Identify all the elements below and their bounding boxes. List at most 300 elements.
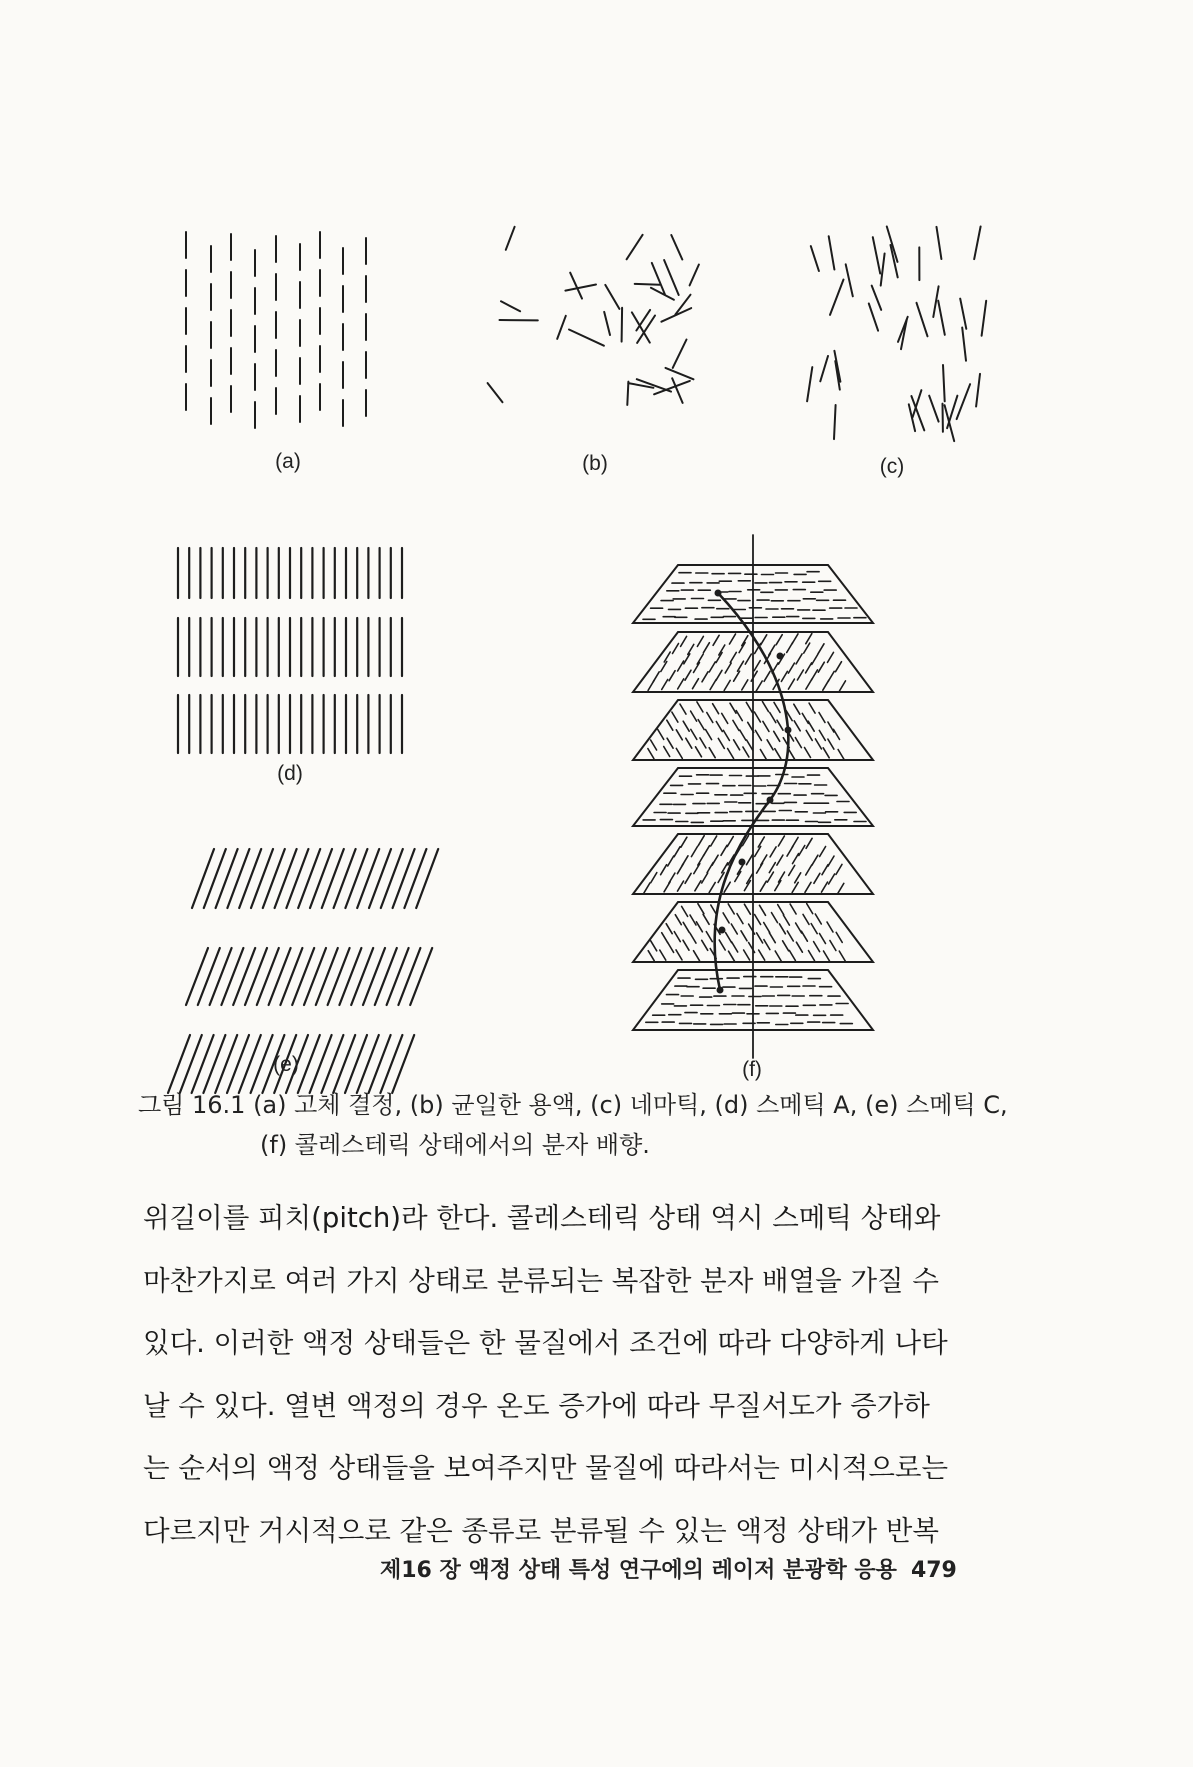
molecule-rod <box>754 661 760 671</box>
molecule-rod <box>794 721 800 731</box>
molecule-rod <box>722 713 728 723</box>
molecule-rod <box>790 904 796 914</box>
molecule-rod <box>830 280 844 315</box>
molecule-rod <box>686 738 692 748</box>
molecule-rod <box>982 301 987 336</box>
molecule-rod <box>698 720 704 730</box>
molecule-rod <box>304 948 326 1005</box>
molecule-rod <box>787 643 793 653</box>
molecule-rod <box>339 948 361 1005</box>
molecule-rod <box>805 882 811 892</box>
molecule-rod <box>778 836 784 846</box>
molecule-rod <box>775 749 781 759</box>
molecule-rod <box>691 847 697 857</box>
molecule-rod <box>957 384 971 419</box>
molecule-rod <box>682 906 688 916</box>
molecule-rod <box>795 738 801 748</box>
director-point <box>767 797 774 804</box>
molecule-rod <box>772 913 778 923</box>
molecule-rod <box>671 235 682 260</box>
molecule-rod <box>506 227 515 250</box>
molecule-rod <box>814 942 820 952</box>
molecule-rod <box>834 405 836 439</box>
molecule-rod <box>664 747 670 757</box>
molecule-rod <box>648 951 654 961</box>
molecule-rod <box>812 855 818 865</box>
molecule-rod <box>976 374 980 407</box>
molecule-rod <box>668 942 674 952</box>
text-line: 있다. 이러한 액정 상태들은 한 물질에서 조건에 따라 다양하게 나타 <box>143 1327 948 1359</box>
molecule-rod <box>806 838 812 848</box>
molecule-rod <box>410 948 432 1005</box>
molecule-rod <box>777 720 783 730</box>
caption-line: (f) 콜레스테릭 상태에서의 분자 배향. <box>260 1131 650 1159</box>
molecule-rod <box>755 915 761 925</box>
molecule-rod <box>789 749 795 759</box>
molecule-rod <box>216 849 238 908</box>
molecule-rod <box>269 948 291 1005</box>
molecule-rod <box>674 847 680 857</box>
molecule-rod <box>827 922 833 932</box>
molecule-rod <box>310 849 332 908</box>
molecule-rod <box>828 856 834 866</box>
molecule-rod <box>796 942 802 952</box>
molecule-rod <box>672 378 682 403</box>
molecule-rod <box>662 933 668 943</box>
molecule-rod <box>676 950 682 960</box>
molecule-rod <box>730 703 736 713</box>
text-line: 다르지만 거시적으로 같은 종류로 분류될 수 있는 액정 상태가 반복 <box>143 1514 939 1547</box>
molecule-rod <box>806 663 812 673</box>
molecule-rod <box>709 662 715 672</box>
molecule-rod <box>363 948 385 1005</box>
molecule-rod <box>846 264 853 296</box>
molecule-rod <box>909 404 915 431</box>
molecule-rod <box>815 914 821 924</box>
molecule-rod <box>398 948 420 1005</box>
molecule-rod <box>711 836 717 846</box>
molecule-rod <box>819 730 825 740</box>
molecule-rod <box>838 750 844 760</box>
molecule-rod <box>783 915 789 925</box>
molecule-rod <box>666 368 694 379</box>
molecule-rod <box>789 865 795 875</box>
molecule-rod <box>713 635 719 645</box>
molecule-rod <box>570 273 582 299</box>
molecule-rod <box>764 671 770 681</box>
molecule-rod <box>760 905 766 915</box>
molecule-rod <box>375 948 397 1005</box>
molecule-rod <box>404 849 426 908</box>
molecule-rod <box>799 846 805 856</box>
molecule-rod <box>703 643 709 653</box>
molecule-rod <box>740 730 746 740</box>
molecule-rod <box>706 932 712 942</box>
molecule-rod <box>695 881 701 891</box>
molecule-rod <box>818 644 824 654</box>
molecule-rod <box>802 713 808 723</box>
molecule-rod <box>808 721 814 731</box>
molecule-rod <box>710 680 716 690</box>
molecule-rod <box>723 913 729 923</box>
molecule-rod <box>658 729 664 739</box>
molecule-rod <box>962 328 966 361</box>
molecule-rod <box>698 904 704 914</box>
director-point <box>739 859 746 866</box>
molecule-rod <box>683 721 689 731</box>
molecule-rod <box>775 951 781 961</box>
molecule-rod <box>668 856 674 866</box>
molecule-rod <box>737 914 743 924</box>
molecule-rod <box>334 849 356 908</box>
molecule-rod <box>696 922 702 932</box>
molecule-rod <box>667 738 673 748</box>
panel-a-solid-crystal <box>186 232 366 428</box>
molecule-rod <box>806 679 812 689</box>
molecule-rod <box>648 749 654 759</box>
panel-b-isotropic-liquid <box>488 227 699 405</box>
molecule-rod <box>393 849 415 908</box>
molecule-rod <box>738 661 744 671</box>
director-point <box>785 727 792 734</box>
molecule-rod <box>351 948 373 1005</box>
molecule-rod <box>565 285 596 291</box>
molecule-rod <box>797 670 803 680</box>
panel-c-nematic <box>807 227 986 442</box>
molecule-rod <box>777 855 783 865</box>
molecule-rod <box>298 849 320 908</box>
panel-label-f: (f) <box>742 1058 762 1081</box>
molecule-rod <box>814 873 820 883</box>
molecule-rod <box>834 729 840 739</box>
molecule-rod <box>725 663 731 673</box>
molecule-rod <box>702 672 708 682</box>
molecule-rod <box>678 881 684 891</box>
molecule-rod <box>734 740 740 750</box>
molecule-rod <box>676 730 682 740</box>
molecule-rod <box>823 748 829 758</box>
molecule-rod <box>683 940 689 950</box>
molecule-rod <box>778 905 784 915</box>
molecule-rod <box>820 356 828 381</box>
molecule-rod <box>794 704 800 714</box>
molecule-rod <box>836 662 842 672</box>
text-line: 마찬가지로 여러 가지 상태로 분류되는 복잡한 분자 배열을 가질 수 <box>143 1264 939 1297</box>
molecule-rod <box>694 864 700 874</box>
molecule-rod <box>605 285 619 309</box>
molecule-rod <box>688 644 694 654</box>
molecule-rod <box>937 227 942 259</box>
panel-label-b: (b) <box>582 452 608 475</box>
molecule-rod <box>192 849 214 908</box>
molecule-rod <box>779 924 785 934</box>
molecule-rod <box>741 931 747 941</box>
molecule-rod <box>756 681 762 691</box>
molecule-rod <box>239 849 261 908</box>
molecule-rod <box>764 923 770 933</box>
molecule-rod <box>706 730 712 740</box>
molecule-rod <box>667 720 673 730</box>
director-point <box>717 987 724 994</box>
molecule-rod <box>796 654 802 664</box>
text-line: 는 순서의 액정 상태들을 보여주지만 물질에 따라서는 미시적으로는 <box>143 1452 949 1484</box>
molecule-rod <box>664 260 679 295</box>
molecule-rod <box>917 303 928 337</box>
molecule-rod <box>734 671 740 681</box>
molecule-rod <box>204 849 226 908</box>
molecule-rod <box>186 948 208 1005</box>
molecule-rod <box>678 661 684 671</box>
molecule-rod <box>637 316 655 343</box>
molecule-rod <box>761 635 767 645</box>
molecule-rod <box>809 951 815 961</box>
page-number: 479 <box>910 1558 957 1583</box>
molecule-rod <box>709 883 715 893</box>
molecule-rod <box>960 299 966 329</box>
molecule-rod <box>651 873 657 883</box>
molecule-rod <box>803 914 809 924</box>
molecule-rod <box>787 931 793 941</box>
molecule-rod <box>783 941 789 951</box>
molecule-rod <box>801 931 807 941</box>
molecule-rod <box>673 340 687 368</box>
molecule-rod <box>839 951 845 961</box>
molecule-rod <box>669 671 675 681</box>
molecule-rod <box>697 636 703 646</box>
molecule-rod <box>730 634 736 644</box>
molecule-rod <box>732 942 738 952</box>
molecule-rod <box>774 731 780 741</box>
panel-label-d: (d) <box>277 762 303 785</box>
molecule-rod <box>721 845 727 855</box>
molecule-rod <box>754 712 760 722</box>
molecule-rod <box>727 837 733 847</box>
molecule-rod <box>684 654 690 664</box>
molecule-rod <box>729 951 735 961</box>
molecule-rod <box>807 904 813 914</box>
molecule-rod <box>198 948 220 1005</box>
molecule-rod <box>733 720 739 730</box>
molecule-rod <box>760 750 766 760</box>
molecule-rod <box>698 855 704 865</box>
molecule-rod <box>683 922 689 932</box>
molecule-rod <box>651 740 657 750</box>
panel-label-c: (c) <box>879 455 905 478</box>
molecule-rod <box>789 951 795 961</box>
molecule-rod <box>718 738 724 748</box>
molecule-rod <box>704 846 710 856</box>
molecule-rod <box>681 837 687 847</box>
molecule-rod <box>730 652 736 662</box>
molecule-rod <box>690 915 696 925</box>
molecule-rod <box>702 940 708 950</box>
molecule-rod <box>744 950 750 960</box>
molecule-rod <box>809 703 815 713</box>
molecule-rod <box>792 882 798 892</box>
molecule-rod <box>697 702 703 712</box>
molecule-rod <box>829 236 835 269</box>
molecule-rod <box>872 286 882 310</box>
molecule-rod <box>840 681 846 691</box>
molecule-rod <box>488 383 503 402</box>
molecule-rod <box>381 849 403 908</box>
molecule-rod <box>804 643 810 653</box>
molecule-rod <box>769 933 775 943</box>
molecule-rod <box>755 730 761 740</box>
molecule-rod <box>275 849 297 908</box>
molecule-rod <box>557 316 566 339</box>
panel-d-smectic-a <box>178 548 402 753</box>
molecule-rod <box>781 671 787 681</box>
molecule-rod <box>881 254 885 286</box>
molecule-rod <box>731 924 737 934</box>
molecule-rod <box>724 680 730 690</box>
molecule-rod <box>690 933 696 943</box>
panel-label-a: (a) <box>275 450 301 473</box>
molecule-rod <box>767 872 773 882</box>
molecule-rod <box>745 654 751 664</box>
molecule-rod <box>742 680 748 690</box>
molecule-rod <box>674 932 680 942</box>
molecule-rod <box>747 740 753 750</box>
molecule-rod <box>221 948 243 1005</box>
molecule-rod <box>713 704 719 714</box>
running-head: 제16 장 액정 상태 특성 연구에의 레이저 분광학 응용 <box>380 1558 897 1583</box>
molecule-rod <box>820 934 826 944</box>
molecule-rod <box>696 747 702 757</box>
molecule-rod <box>635 284 660 285</box>
molecule-rod <box>824 951 830 961</box>
molecule-rod <box>685 873 691 883</box>
panel-label-e: (e) <box>273 1053 299 1076</box>
molecule-rod <box>757 863 763 873</box>
molecule-rod <box>702 873 708 883</box>
molecule-rod <box>770 847 776 857</box>
molecule-rod <box>210 948 232 1005</box>
director-point <box>777 653 784 660</box>
molecule-rod <box>677 864 683 874</box>
molecule-rod <box>707 713 713 723</box>
molecule-rod <box>257 948 279 1005</box>
molecule-rod <box>251 849 273 908</box>
molecule-rod <box>829 874 835 884</box>
molecule-rod <box>820 847 826 857</box>
molecule-rod <box>869 304 878 331</box>
molecule-rod <box>627 382 628 405</box>
molecule-rod <box>822 882 828 892</box>
molecule-rod <box>233 948 255 1005</box>
molecule-rod <box>662 680 668 690</box>
molecule-rod <box>316 948 338 1005</box>
molecule-rod <box>724 882 730 892</box>
molecule-rod <box>690 265 699 286</box>
molecule-rod <box>806 730 812 740</box>
page-footer <box>380 1553 1020 1584</box>
molecule-rod <box>673 644 679 654</box>
molecule-rod <box>726 933 732 943</box>
molecule-rod <box>664 882 670 892</box>
molecule-rod <box>693 679 699 689</box>
molecule-rod <box>757 933 763 943</box>
molecule-rod <box>328 948 350 1005</box>
molecule-rod <box>806 634 812 644</box>
molecule-rod <box>811 924 817 934</box>
molecule-rod <box>678 679 684 689</box>
molecule-rod <box>763 702 769 712</box>
director-point <box>719 927 726 934</box>
molecule-rod <box>838 883 844 893</box>
molecule-rod <box>227 849 249 908</box>
molecule-rod <box>700 738 706 748</box>
molecule-rod <box>744 904 750 914</box>
molecule-rod <box>569 330 604 346</box>
molecule-rod <box>815 739 821 749</box>
molecule-rod <box>929 396 938 422</box>
molecule-rod <box>812 654 818 664</box>
molecule-rod <box>873 237 880 273</box>
molecule-rod <box>718 873 724 883</box>
molecule-rod <box>728 749 734 759</box>
molecule-rod <box>823 680 829 690</box>
molecule-rod <box>822 865 828 875</box>
molecule-rod <box>691 711 697 721</box>
panel-e-smectic-c <box>168 849 438 1093</box>
molecule-rod <box>764 940 770 950</box>
molecule-rod <box>828 739 834 749</box>
molecule-rod <box>793 854 799 864</box>
molecule-rod <box>661 865 667 875</box>
panel-f-cholesteric <box>633 535 873 1058</box>
molecule-rod <box>806 865 812 875</box>
molecule-rod <box>387 948 409 1005</box>
molecule-rod <box>691 729 697 739</box>
molecule-rod <box>770 713 776 723</box>
molecule-rod <box>322 849 344 908</box>
molecule-rod <box>728 904 734 914</box>
molecule-rod <box>811 246 819 271</box>
molecule-rod <box>648 680 654 690</box>
molecule-rod <box>938 301 945 335</box>
molecule-rod <box>723 730 729 740</box>
molecule-rod <box>743 747 749 757</box>
molecule-rod <box>672 712 678 722</box>
molecule-rod <box>836 864 842 874</box>
molecule-rod <box>807 367 812 401</box>
molecule-rod <box>416 849 438 908</box>
molecule-rod <box>651 941 657 951</box>
molecule-rod <box>716 722 722 732</box>
molecule-rod <box>280 948 302 1005</box>
molecule-rod <box>345 849 367 908</box>
molecule-rod <box>788 663 794 673</box>
molecule-rod <box>369 849 391 908</box>
molecule-rod <box>501 301 520 311</box>
molecule-rod <box>357 849 379 908</box>
molecule-rod <box>788 679 794 689</box>
molecule-rod <box>836 932 842 942</box>
molecule-rod <box>763 721 769 731</box>
molecule-rod <box>685 670 691 680</box>
molecule-rod <box>681 636 687 646</box>
molecule-rod <box>703 914 709 924</box>
molecule-rod <box>245 948 267 1005</box>
molecule-rod <box>736 711 742 721</box>
molecule-rod <box>644 883 650 893</box>
molecule-rod <box>716 670 722 680</box>
caption-line: 그림 16.1 (a) 고체 결정, (b) 균일한 용액, (c) 네마틱, (d) 스메틱 A, (e) 스메틱 C, <box>138 1091 1008 1119</box>
molecule-rod <box>675 915 681 925</box>
molecule-rod <box>828 722 834 732</box>
